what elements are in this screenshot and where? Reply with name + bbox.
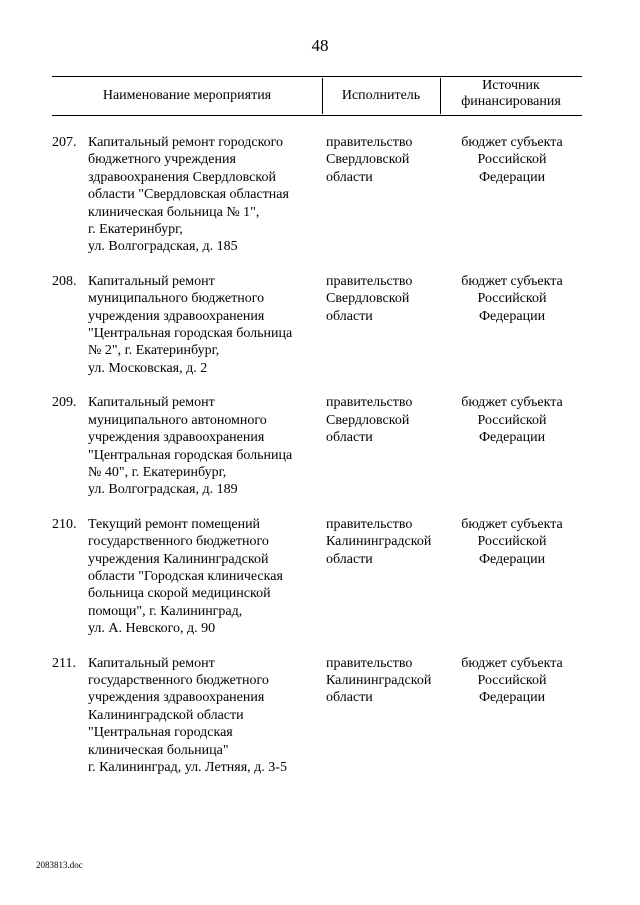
row-name: Капитальный ремонт муниципального автономного учреждения здравоохранения "Центральная городская больница № 40", г. Екатеринбург, ул. Волгоградская, д. 189	[88, 395, 293, 498]
table-row	[52, 134, 592, 256]
row-executor: правительство Свердловской области	[326, 273, 413, 324]
header-col-executor: Исполнитель	[341, 88, 421, 103]
row-executor: правительство Калининградской области	[326, 516, 432, 567]
header-col-name: Наименование мероприятия	[102, 88, 272, 103]
row-number: 211.	[52, 655, 76, 671]
row-name: Текущий ремонт помещений государственного бюджетного учреждения Калининградской области "Городская клиническая больница скорой медицинской помощи", г. Калининград, ул. А. Невского, д. 90	[88, 516, 283, 637]
header-top-rule	[52, 76, 582, 77]
row-number: 210.	[52, 516, 77, 532]
row-executor: правительство Свердловской области	[326, 135, 413, 185]
footer-filename: 2083813.doc	[36, 860, 83, 870]
row-number: 207.	[52, 135, 77, 150]
header-col-funding: Источник финансирования	[461, 78, 561, 109]
table-row	[52, 394, 592, 498]
row-name: Капитальный ремонт городского бюджетного учреждения здравоохранения Свердловской области "Свердловская областная клиническая больница № 1", г. Екатеринбург, ул. Волгоградская, д. 185	[88, 135, 289, 255]
table-row	[52, 273, 592, 377]
row-funding: бюджет субъекта Российской Федерации	[461, 135, 563, 185]
row-name: Капитальный ремонт государственного бюджетного учреждения здравоохранения Калининградской области "Центральная городская клиническая больница" г. Калининград, ул. Летняя, д. 3-5	[88, 655, 287, 775]
row-funding: бюджет субъекта Российской Федерации	[461, 516, 563, 567]
table-row	[52, 655, 592, 777]
table-header	[52, 76, 582, 116]
table-row	[52, 516, 592, 638]
row-name: Капитальный ремонт муниципального бюджетного учреждения здравоохранения "Центральная городская больница № 2", г. Екатеринбург, ул. Московская, д. 2	[88, 273, 293, 376]
row-number: 209.	[52, 395, 77, 411]
row-funding: бюджет субъекта Российской Федерации	[461, 273, 563, 324]
page-number: 48	[311, 36, 329, 55]
row-funding: бюджет субъекта Российской Федерации	[461, 655, 563, 706]
row-funding: бюджет субъекта Российской Федерации	[461, 395, 563, 446]
row-executor: правительство Свердловской области	[326, 395, 413, 446]
header-bottom-rule	[52, 115, 582, 116]
table-body	[52, 134, 592, 793]
row-number: 208.	[52, 273, 77, 289]
row-executor: правительство Калининградской области	[326, 655, 432, 706]
